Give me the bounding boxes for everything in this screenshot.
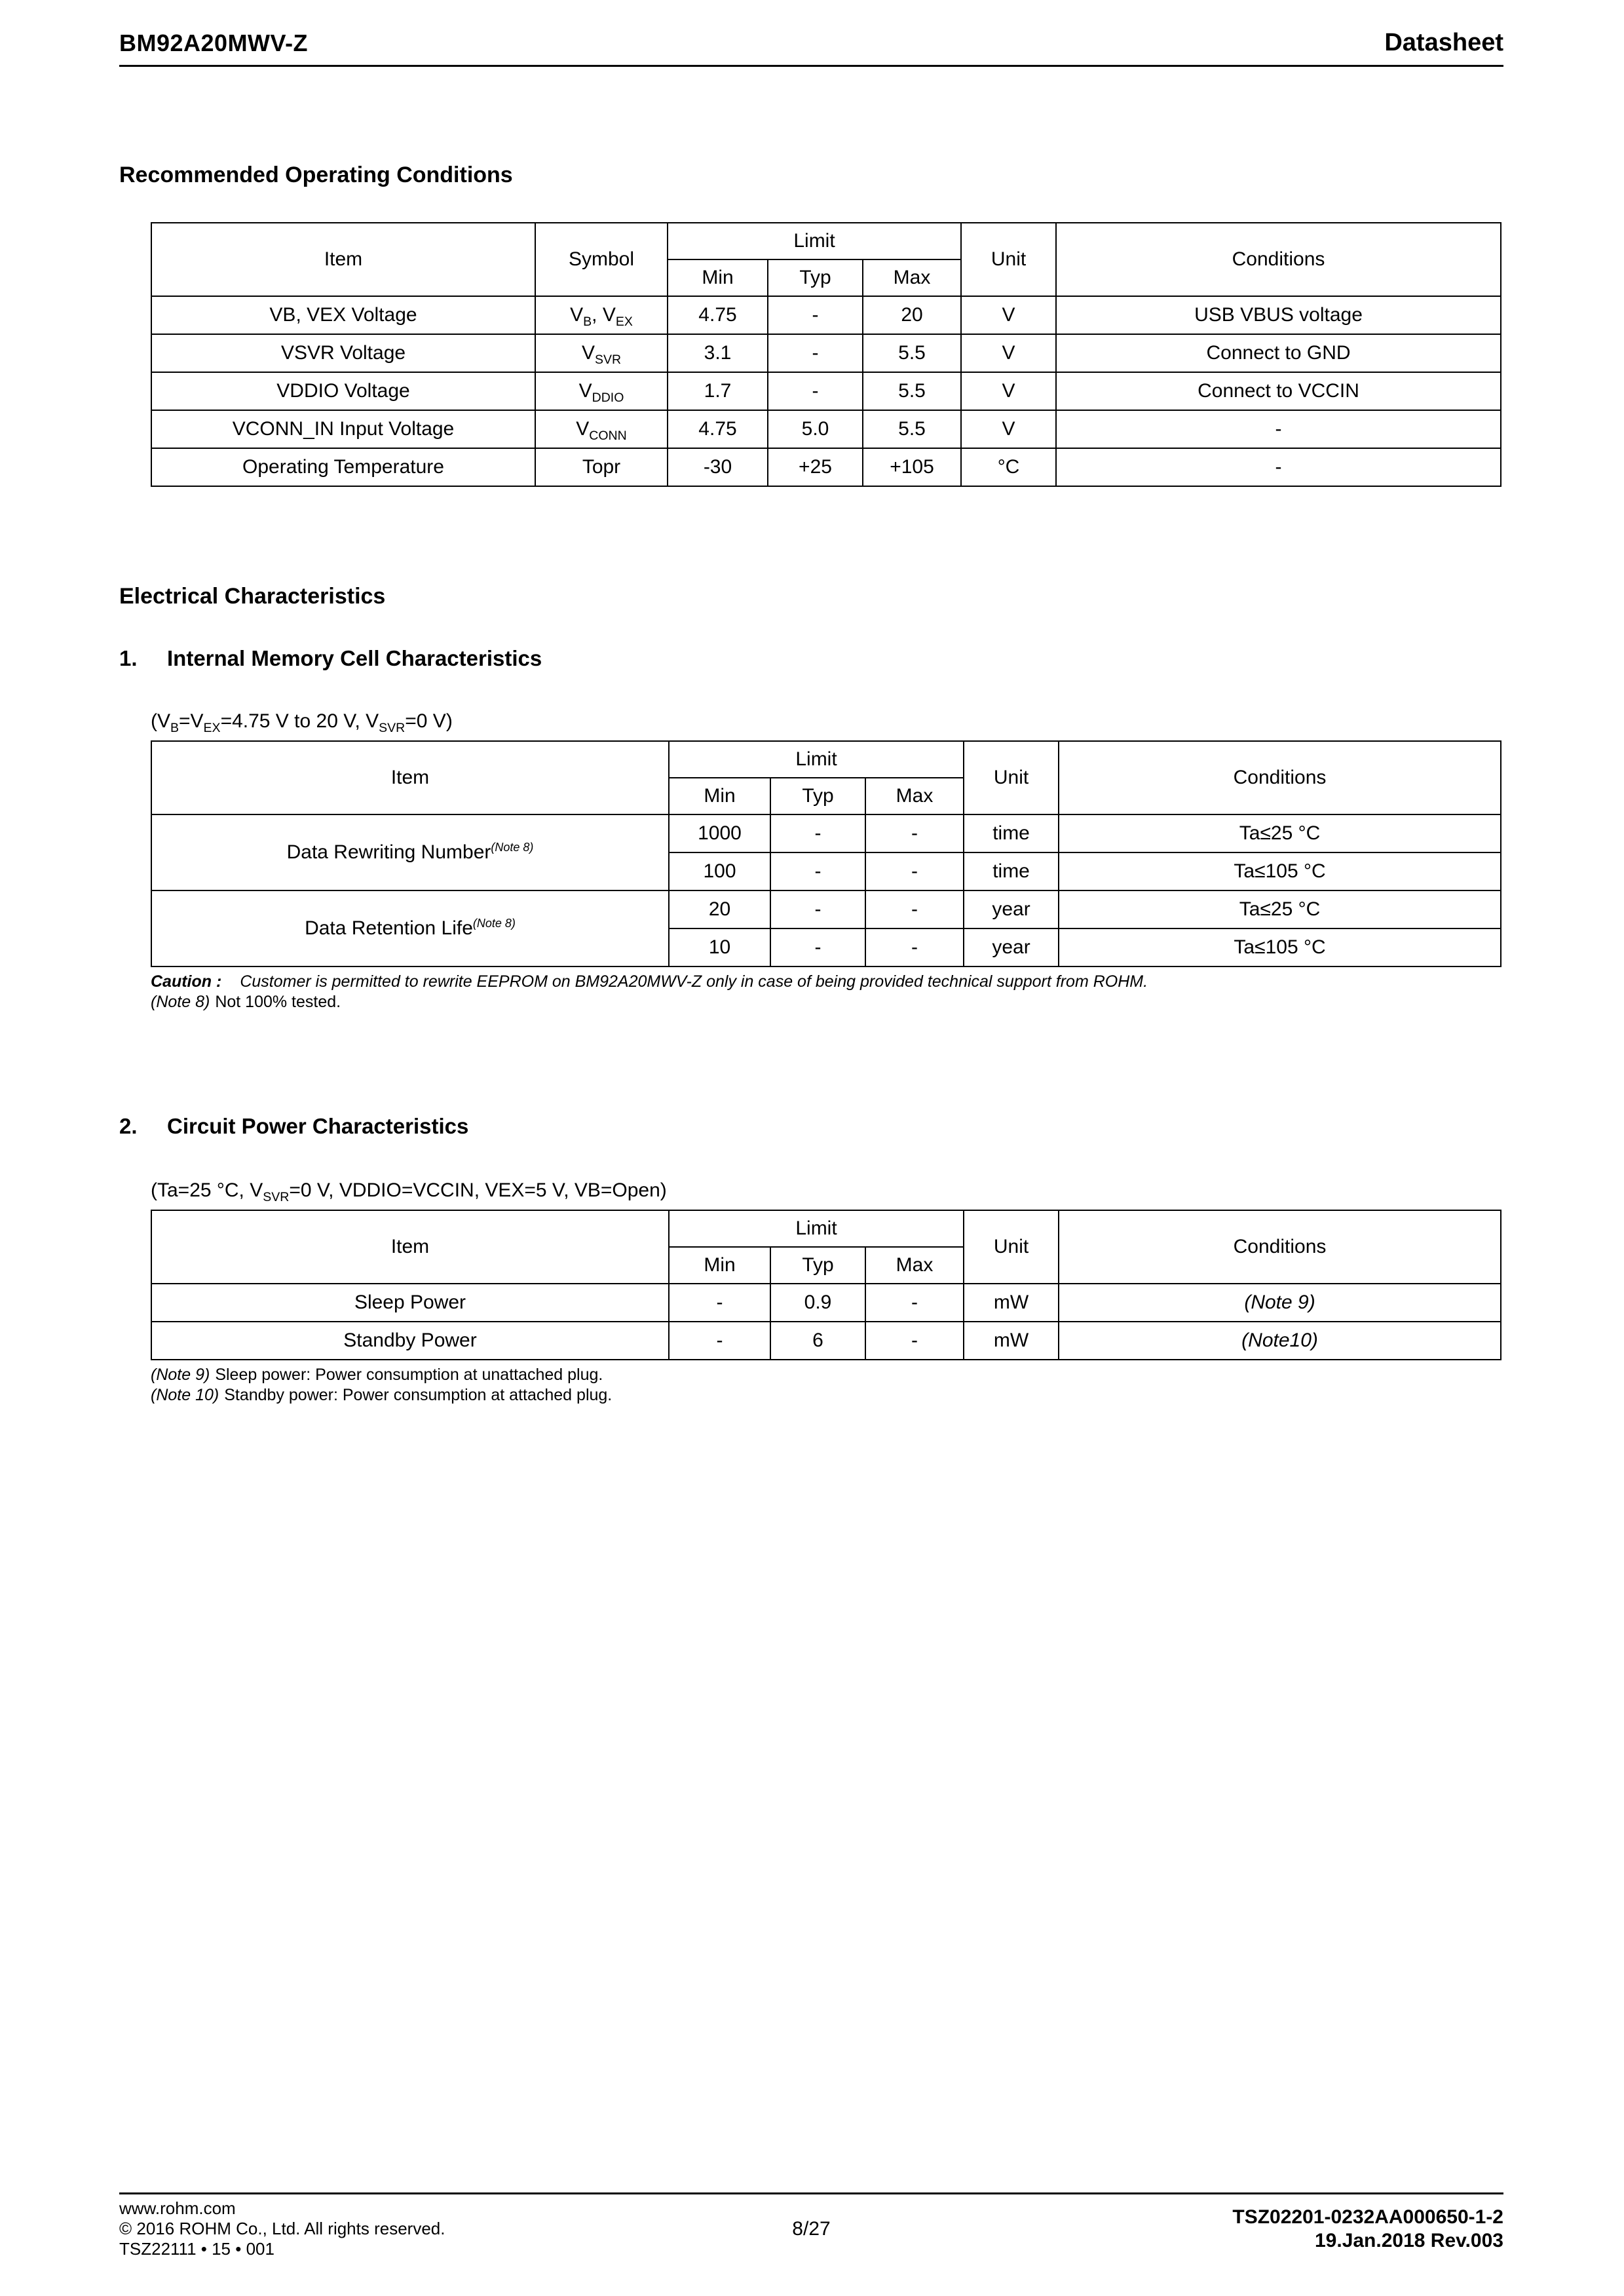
typ-cell: 5.0	[768, 410, 863, 448]
table-row	[151, 296, 1501, 334]
min-cell: 10	[669, 928, 770, 966]
note-10-label: (Note 10)	[151, 1386, 219, 1404]
unit-cell: V	[961, 410, 1056, 448]
caution-note	[151, 972, 1503, 991]
typ-cell: -	[770, 852, 865, 890]
footer-website: www.rohm.com	[119, 2198, 236, 2218]
conditions-cell: Ta≤25 °C	[1059, 890, 1501, 928]
unit-cell: time	[964, 814, 1059, 852]
item-cell: Operating Temperature	[151, 448, 535, 486]
circuit-power-characteristics-table	[151, 1210, 1501, 1360]
footer-copyright: © 2016 ROHM Co., Ltd. All rights reserved.	[119, 2219, 445, 2238]
conditions-cell: -	[1056, 410, 1501, 448]
section-title-recommended-operating-conditions: Recommended Operating Conditions	[119, 163, 513, 187]
col-header-min: Min	[668, 259, 768, 296]
min-cell: -30	[668, 448, 768, 486]
max-cell: 5.5	[863, 410, 961, 448]
item-cell: VCONN_IN Input Voltage	[151, 410, 535, 448]
min-cell: 100	[669, 852, 770, 890]
symbol-cell: $V_{CONN}$	[535, 410, 668, 448]
max-cell: 5.5	[863, 334, 961, 372]
col-header-max: Max	[865, 778, 964, 814]
internal-memory-characteristics-table	[151, 740, 1501, 967]
part-number: BM92A20MWV-Z	[119, 29, 309, 56]
col-header-unit: Unit	[964, 741, 1059, 814]
item-cell: VSVR Voltage	[151, 334, 535, 372]
col-header-symbol: Symbol	[535, 223, 668, 296]
conditions-cell: USB VBUS voltage	[1056, 296, 1501, 334]
caution-text: Customer is permitted to rewrite EEPROM on BM92A20MWV-Z only in case of being provided technical support from ROHM.	[240, 972, 1148, 991]
col-header-item: Item	[151, 1210, 669, 1284]
max-cell: -	[865, 1284, 964, 1322]
min-cell: 3.1	[668, 334, 768, 372]
unit-cell: time	[964, 852, 1059, 890]
note-10	[151, 1386, 1503, 1405]
page-header	[119, 29, 1503, 67]
symbol-cell: $V_{SVR}$	[535, 334, 668, 372]
item-cell: Sleep Power	[151, 1284, 669, 1322]
page-number: 8/27	[792, 2217, 831, 2240]
typ-cell: -	[770, 814, 865, 852]
subsection-title-circuit-power	[119, 1114, 1503, 1139]
conditions-cell: -	[1056, 448, 1501, 486]
unit-cell: °C	[961, 448, 1056, 486]
subsection-title-internal-memory	[119, 646, 1503, 671]
col-header-conditions: Conditions	[1056, 223, 1501, 296]
item-cell: VDDIO Voltage	[151, 372, 535, 410]
page-footer	[119, 2192, 1503, 2259]
symbol-cell: $V_B$, $V_{EX}$	[535, 296, 668, 334]
col-header-conditions: Conditions	[1059, 741, 1501, 814]
table-row	[151, 1284, 1501, 1322]
table-row	[151, 372, 1501, 410]
footer-doc-number: TSZ02201-0232AA000650-1-2	[1232, 2206, 1503, 2228]
col-header-unit: Unit	[964, 1210, 1059, 1284]
note-8-text: Not 100% tested.	[215, 993, 341, 1011]
subsection-label: Circuit Power Characteristics	[167, 1114, 469, 1138]
col-header-item: Item	[151, 741, 669, 814]
item-cell: VB, VEX Voltage	[151, 296, 535, 334]
unit-cell: year	[964, 890, 1059, 928]
max-cell: -	[865, 890, 964, 928]
subsection-label: Internal Memory Cell Characteristics	[167, 646, 542, 670]
conditions-cell: Connect to VCCIN	[1056, 372, 1501, 410]
max-cell: 5.5	[863, 372, 961, 410]
col-header-limit: Limit	[668, 223, 961, 259]
subsection-number: 1.	[119, 646, 138, 670]
max-cell: 20	[863, 296, 961, 334]
conditions-cell: Ta≤105 °C	[1059, 852, 1501, 890]
min-cell: 4.75	[668, 296, 768, 334]
unit-cell: mW	[964, 1322, 1059, 1360]
max-cell: -	[865, 814, 964, 852]
col-header-typ: Typ	[768, 259, 863, 296]
table-row	[151, 814, 1501, 852]
col-header-max: Max	[863, 259, 961, 296]
item-cell: Data Retention Life$^{(Note 8)}$	[151, 890, 669, 966]
typ-cell: -	[770, 928, 865, 966]
footer-right-block	[831, 2206, 1503, 2253]
conditions-cell: Ta≤105 °C	[1059, 928, 1501, 966]
note-10-text: Standby power: Power consumption at attached plug.	[224, 1386, 613, 1404]
typ-cell: -	[768, 296, 863, 334]
test-conditions-line-power: (Ta=25 °C, $V_{SVR}=0$ V, VDDIO=VCCIN, VEX=5 V, VB=Open)	[151, 1179, 667, 1204]
footer-left-block	[119, 2198, 792, 2259]
note-9-text: Sleep power: Power consumption at unattached plug.	[215, 1366, 603, 1384]
unit-cell: V	[961, 296, 1056, 334]
subsection-number: 2.	[119, 1114, 138, 1138]
min-cell: 20	[669, 890, 770, 928]
unit-cell: year	[964, 928, 1059, 966]
conditions-cell: (Note 9)	[1059, 1284, 1501, 1322]
table-row	[151, 890, 1501, 928]
table-header-row	[151, 1210, 1501, 1247]
conditions-cell: (Note10)	[1059, 1322, 1501, 1360]
min-cell: 1000	[669, 814, 770, 852]
typ-cell: -	[770, 890, 865, 928]
min-cell: 4.75	[668, 410, 768, 448]
unit-cell: V	[961, 334, 1056, 372]
note-9-label: (Note 9)	[151, 1366, 210, 1384]
note-8	[151, 993, 1503, 1012]
max-cell: +105	[863, 448, 961, 486]
min-cell: -	[669, 1284, 770, 1322]
typ-cell: 6	[770, 1322, 865, 1360]
typ-cell: -	[768, 372, 863, 410]
col-header-min: Min	[669, 778, 770, 814]
caution-label: Caution :	[151, 972, 222, 991]
item-cell: Standby Power	[151, 1322, 669, 1360]
note-9	[151, 1366, 1503, 1385]
recommended-operating-conditions-table	[151, 222, 1501, 487]
footer-doc-code: TSZ22111 • 15 • 001	[119, 2239, 274, 2259]
symbol-cell: $V_{DDIO}$	[535, 372, 668, 410]
typ-cell: +25	[768, 448, 863, 486]
min-cell: -	[669, 1322, 770, 1360]
footer-revision: 19.Jan.2018 Rev.003	[1314, 2229, 1503, 2251]
typ-cell: -	[768, 334, 863, 372]
table-row	[151, 1322, 1501, 1360]
max-cell: -	[865, 852, 964, 890]
col-header-typ: Typ	[770, 778, 865, 814]
unit-cell: mW	[964, 1284, 1059, 1322]
min-cell: 1.7	[668, 372, 768, 410]
table-row	[151, 334, 1501, 372]
conditions-cell: Connect to GND	[1056, 334, 1501, 372]
note-8-label: (Note 8)	[151, 993, 210, 1011]
unit-cell: V	[961, 372, 1056, 410]
max-cell: -	[865, 928, 964, 966]
table-header-row	[151, 223, 1501, 259]
col-header-item: Item	[151, 223, 535, 296]
typ-cell: 0.9	[770, 1284, 865, 1322]
col-header-max: Max	[865, 1247, 964, 1284]
symbol-cell: Topr	[535, 448, 668, 486]
max-cell: -	[865, 1322, 964, 1360]
table-row	[151, 410, 1501, 448]
table-row	[151, 448, 1501, 486]
section-title-electrical-characteristics: Electrical Characteristics	[119, 584, 386, 609]
col-header-limit: Limit	[669, 741, 964, 778]
document-type-label: Datasheet	[1384, 29, 1503, 56]
conditions-cell: Ta≤25 °C	[1059, 814, 1501, 852]
item-cell: Data Rewriting Number$^{(Note 8)}$	[151, 814, 669, 890]
col-header-limit: Limit	[669, 1210, 964, 1247]
table-header-row	[151, 741, 1501, 778]
col-header-typ: Typ	[770, 1247, 865, 1284]
test-conditions-line-memory: ($V_B=V_{EX}=4.75$ V to 20 V, $V_{SVR}=0$ V)	[151, 710, 453, 735]
col-header-unit: Unit	[961, 223, 1056, 296]
col-header-conditions: Conditions	[1059, 1210, 1501, 1284]
col-header-min: Min	[669, 1247, 770, 1284]
